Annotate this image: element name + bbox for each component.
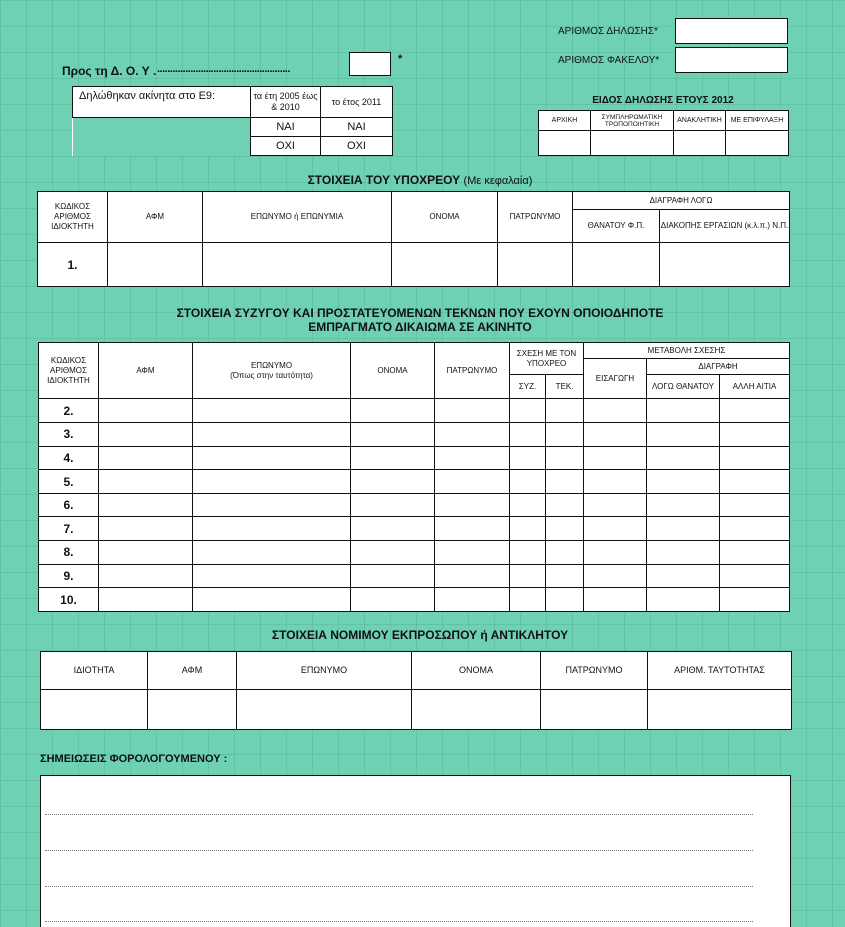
notes-line xyxy=(45,850,753,851)
e9-table xyxy=(72,86,393,156)
spouse-father-field[interactable] xyxy=(435,517,510,541)
file-number-label: ΑΡΙΘΜΟΣ ΦΑΚΕΛΟΥ* xyxy=(558,55,660,66)
spouse-header-rel-child: ΤΕΚ. xyxy=(546,375,584,399)
spouse-surname-field[interactable] xyxy=(193,446,351,470)
rep-surname-field[interactable] xyxy=(237,690,412,730)
spouse-rel-child-field[interactable] xyxy=(546,399,584,423)
obligor-header-surname: ΕΠΩΝΥΜΟ ή ΕΠΩΝΥΜΙΑ xyxy=(203,192,392,243)
spouse-row-number: 8. xyxy=(39,541,99,565)
spouse-surname-field[interactable] xyxy=(193,422,351,446)
spouse-rel-spouse-field[interactable] xyxy=(510,493,546,517)
spouse-row xyxy=(39,517,790,541)
e9-yes-2011[interactable]: ΝΑΙ xyxy=(321,118,393,137)
spouse-name-field[interactable] xyxy=(351,564,435,588)
e9-spacer xyxy=(73,118,251,156)
doy-code-field[interactable] xyxy=(349,52,391,76)
spouse-rel-spouse-field[interactable] xyxy=(510,470,546,494)
spouse-surname-field[interactable] xyxy=(193,493,351,517)
rep-header-capacity: ΙΔΙΟΤΗΤΑ xyxy=(41,652,148,690)
spouse-rel-spouse-field[interactable] xyxy=(510,541,546,565)
type-supplementary-checkbox[interactable] xyxy=(591,131,674,156)
spouse-row-number: 5. xyxy=(39,470,99,494)
spouse-afm-field[interactable] xyxy=(99,422,193,446)
spouse-row-number: 10. xyxy=(39,588,99,612)
spouse-death-field[interactable] xyxy=(647,588,720,612)
spouse-insert-field[interactable] xyxy=(584,399,647,423)
obligor-afm-field[interactable] xyxy=(108,243,203,287)
spouse-header-code: ΚΩΔΙΚΟΣ ΑΡΙΘΜΟΣ ΙΔΙΟΚΤΗΤΗ xyxy=(39,343,99,399)
spouse-row-number: 7. xyxy=(39,517,99,541)
spouse-father-field[interactable] xyxy=(435,493,510,517)
obligor-header-cessation: ΔΙΑΚΟΠΗΣ ΕΡΓΑΣΙΩΝ (κ.λ.π.) Ν.Π. xyxy=(660,210,790,243)
rep-header-name: ΟΝΟΜΑ xyxy=(412,652,541,690)
spouse-name-field[interactable] xyxy=(351,422,435,446)
spouse-insert-field[interactable] xyxy=(584,588,647,612)
spouse-row-number: 6. xyxy=(39,493,99,517)
spouse-row xyxy=(39,588,790,612)
spouse-name-field[interactable] xyxy=(351,399,435,423)
spouse-father-field[interactable] xyxy=(435,422,510,446)
doy-asterisk: * xyxy=(398,53,403,65)
spouse-header-death: ΛΟΓΩ ΘΑΝΑΤΟΥ xyxy=(647,375,720,399)
spouse-insert-field[interactable] xyxy=(584,564,647,588)
spouse-header-insert: ΕΙΣΑΓΩΓΗ xyxy=(584,359,647,399)
spouse-father-field[interactable] xyxy=(435,564,510,588)
spouse-rel-child-field[interactable] xyxy=(546,493,584,517)
spouse-afm-field[interactable] xyxy=(99,493,193,517)
type-initial-checkbox[interactable] xyxy=(539,131,591,156)
spouse-other-field[interactable] xyxy=(720,564,790,588)
spouse-afm-field[interactable] xyxy=(99,541,193,565)
obligor-title xyxy=(200,173,640,187)
rep-capacity-field[interactable] xyxy=(41,690,148,730)
spouse-row xyxy=(39,470,790,494)
e9-yes-2005-2010[interactable]: ΝΑΙ xyxy=(251,118,321,137)
notes-label: ΣΗΜΕΙΩΣΕΙΣ ΦΟΡΟΛΟΓΟΥΜΕΝΟΥ : xyxy=(40,753,228,765)
obligor-header-deletion: ΔΙΑΓΡΑΦΗ ΛΟΓΩ xyxy=(573,192,790,210)
spouse-insert-field[interactable] xyxy=(584,493,647,517)
declaration-type-title: ΕΙΔΟΣ ΔΗΛΩΣΗΣ ΕΤΟΥΣ 2012 xyxy=(592,95,734,106)
spouse-header-change: ΜΕΤΑΒΟΛΗ ΣΧΕΣΗΣ xyxy=(584,343,790,359)
spouse-title-line2: ΕΜΠΡΑΓΜΑΤΟ ΔΙΚΑΙΩΜΑ ΣΕ ΑΚΙΝΗΤΟ xyxy=(308,320,532,334)
spouse-other-field[interactable] xyxy=(720,422,790,446)
spouse-row xyxy=(39,541,790,565)
rep-afm-field[interactable] xyxy=(148,690,237,730)
spouse-title xyxy=(110,306,730,334)
file-number-field[interactable] xyxy=(675,47,788,73)
spouse-header-relation: ΣΧΕΣΗ ΜΕ ΤΟΝ ΥΠΟΧΡΕΟ xyxy=(510,343,584,375)
spouse-death-field[interactable] xyxy=(647,564,720,588)
e9-label: Δηλώθηκαν ακίνητα στο Ε9: xyxy=(73,87,251,118)
spouse-name-field[interactable] xyxy=(351,493,435,517)
spouse-death-field[interactable] xyxy=(647,446,720,470)
spouse-insert-field[interactable] xyxy=(584,446,647,470)
spouse-rel-spouse-field[interactable] xyxy=(510,422,546,446)
spouse-row xyxy=(39,422,790,446)
rep-header-surname: ΕΠΩΝΥΜΟ xyxy=(237,652,412,690)
spouse-header-name: ΟΝΟΜΑ xyxy=(351,343,435,399)
spouse-death-field[interactable] xyxy=(647,493,720,517)
obligor-row-number: 1. xyxy=(38,243,108,287)
rep-header-father: ΠΑΤΡΩΝΥΜΟ xyxy=(541,652,648,690)
spouse-surname-field[interactable] xyxy=(193,541,351,565)
rep-father-field[interactable] xyxy=(541,690,648,730)
e9-no-2011[interactable]: ΟΧΙ xyxy=(321,137,393,156)
declaration-number-label: ΑΡΙΘΜΟΣ ΔΗΛΩΣΗΣ* xyxy=(558,26,658,37)
spouse-father-field[interactable] xyxy=(435,446,510,470)
obligor-name-field[interactable] xyxy=(392,243,498,287)
spouse-header-father: ΠΑΤΡΩΝΥΜΟ xyxy=(435,343,510,399)
spouse-name-field[interactable] xyxy=(351,517,435,541)
spouse-surname-field[interactable] xyxy=(193,470,351,494)
spouse-header-deletion: ΔΙΑΓΡΑΦΗ xyxy=(647,359,790,375)
spouse-header-surname-text: ΕΠΩΝΥΜΟ xyxy=(250,360,293,370)
spouse-row-number: 9. xyxy=(39,564,99,588)
obligor-header-afm: ΑΦΜ xyxy=(108,192,203,243)
spouse-afm-field[interactable] xyxy=(99,446,193,470)
type-supplementary: ΣΥΜΠΛΗΡΩΜΑΤΙΚΗ ΤΡΟΠΟΠΟΙΗΤΙΚΗ xyxy=(591,111,674,131)
rep-header-afm: ΑΦΜ xyxy=(148,652,237,690)
type-reservation-checkbox[interactable] xyxy=(726,131,789,156)
spouse-afm-field[interactable] xyxy=(99,517,193,541)
spouse-other-field[interactable] xyxy=(720,446,790,470)
obligor-death-field[interactable] xyxy=(573,243,660,287)
spouse-death-field[interactable] xyxy=(647,517,720,541)
to-doy-dots: .................................................... xyxy=(157,63,290,75)
spouse-other-field[interactable] xyxy=(720,470,790,494)
spouse-header-surname xyxy=(193,343,351,399)
spouse-row-number: 3. xyxy=(39,422,99,446)
declaration-type-table xyxy=(538,110,789,156)
spouse-other-field[interactable] xyxy=(720,493,790,517)
spouse-rel-spouse-field[interactable] xyxy=(510,399,546,423)
obligor-header-code: ΚΩΔΙΚΟΣ ΑΡΙΘΜΟΣ ΙΔΙΟΚΤΗΤΗ xyxy=(38,192,108,243)
spouse-rel-child-field[interactable] xyxy=(546,446,584,470)
spouse-name-field[interactable] xyxy=(351,446,435,470)
spouse-rel-child-field[interactable] xyxy=(546,564,584,588)
obligor-header-name: ΟΝΟΜΑ xyxy=(392,192,498,243)
notes-line xyxy=(45,886,753,887)
obligor-header-father: ΠΑΤΡΩΝΥΜΟ xyxy=(498,192,573,243)
type-revocation-checkbox[interactable] xyxy=(674,131,726,156)
spouse-row-number: 2. xyxy=(39,399,99,423)
spouse-rel-spouse-field[interactable] xyxy=(510,446,546,470)
spouse-afm-field[interactable] xyxy=(99,470,193,494)
obligor-cessation-field[interactable] xyxy=(660,243,790,287)
obligor-title-main: ΣΤΟΙΧΕΙΑ ΤΟΥ ΥΠΟΧΡΕΟΥ xyxy=(307,173,461,187)
spouse-afm-field[interactable] xyxy=(99,588,193,612)
spouse-father-field[interactable] xyxy=(435,470,510,494)
obligor-father-field[interactable] xyxy=(498,243,573,287)
obligor-surname-field[interactable] xyxy=(203,243,392,287)
spouse-rel-child-field[interactable] xyxy=(546,470,584,494)
spouse-father-field[interactable] xyxy=(435,541,510,565)
notes-line xyxy=(45,814,753,815)
representative-table xyxy=(40,651,792,730)
rep-name-field[interactable] xyxy=(412,690,541,730)
obligor-title-note: (Με κεφαλαία) xyxy=(463,175,533,187)
spouse-rel-spouse-field[interactable] xyxy=(510,517,546,541)
spouse-row xyxy=(39,446,790,470)
to-doy-label: Προς τη Δ. Ο. Υ . xyxy=(62,64,157,78)
spouse-afm-field[interactable] xyxy=(99,399,193,423)
spouse-header-rel-spouse: ΣΥΖ. xyxy=(510,375,546,399)
spouse-insert-field[interactable] xyxy=(584,541,647,565)
spouse-other-field[interactable] xyxy=(720,517,790,541)
spouse-death-field[interactable] xyxy=(647,541,720,565)
spouse-header-surname-note: (Όπως στην ταυτότητα) xyxy=(230,370,313,380)
spouse-other-field[interactable] xyxy=(720,541,790,565)
spouse-row xyxy=(39,399,790,423)
type-revocation: ΑΝΑΚΛΗΤΙΚΗ xyxy=(674,111,726,131)
e9-col-2011: το έτος 2011 xyxy=(321,87,393,118)
obligor-header-death: ΘΑΝΑΤΟΥ Φ.Π. xyxy=(573,210,660,243)
spouse-father-field[interactable] xyxy=(435,588,510,612)
spouse-header-other: ΑΛΛΗ ΑΙΤΙΑ xyxy=(720,375,790,399)
spouse-header-afm: ΑΦΜ xyxy=(99,343,193,399)
e9-no-2005-2010[interactable]: ΟΧΙ xyxy=(251,137,321,156)
spouse-rel-spouse-field[interactable] xyxy=(510,588,546,612)
spouse-rel-child-field[interactable] xyxy=(546,588,584,612)
spouse-name-field[interactable] xyxy=(351,588,435,612)
spouse-death-field[interactable] xyxy=(647,470,720,494)
spouse-row xyxy=(39,564,790,588)
spouse-insert-field[interactable] xyxy=(584,422,647,446)
obligor-table xyxy=(37,191,790,287)
spouse-rel-child-field[interactable] xyxy=(546,541,584,565)
spouse-afm-field[interactable] xyxy=(99,564,193,588)
spouse-insert-field[interactable] xyxy=(584,517,647,541)
spouse-rows xyxy=(39,399,790,612)
spouse-surname-field[interactable] xyxy=(193,588,351,612)
notes-line xyxy=(45,921,753,922)
spouse-table xyxy=(38,342,790,612)
spouse-name-field[interactable] xyxy=(351,470,435,494)
rep-header-id-number: ΑΡΙΘΜ. ΤΑΥΤΟΤΗΤΑΣ xyxy=(648,652,792,690)
rep-id-number-field[interactable] xyxy=(648,690,792,730)
spouse-row xyxy=(39,493,790,517)
type-reservation: ΜΕ ΕΠΙΦΥΛΑΞΗ xyxy=(726,111,789,131)
spouse-surname-field[interactable] xyxy=(193,564,351,588)
spouse-death-field[interactable] xyxy=(647,399,720,423)
spouse-surname-field[interactable] xyxy=(193,517,351,541)
declaration-number-field[interactable] xyxy=(675,18,788,44)
spouse-other-field[interactable] xyxy=(720,399,790,423)
spouse-surname-field[interactable] xyxy=(193,399,351,423)
spouse-rel-child-field[interactable] xyxy=(546,422,584,446)
notes-field[interactable] xyxy=(40,775,791,927)
spouse-title-line1: ΣΤΟΙΧΕΙΑ ΣΥΖΥΓΟΥ ΚΑΙ ΠΡΟΣΤΑΤΕΥΟΜΕΝΩΝ ΤΕΚΝΩΝ ΠΟΥ ΕΧΟΥΝ ΟΠΟΙΟΔΗΠΟΤΕ xyxy=(176,306,664,320)
spouse-other-field[interactable] xyxy=(720,588,790,612)
spouse-death-field[interactable] xyxy=(647,422,720,446)
spouse-name-field[interactable] xyxy=(351,541,435,565)
type-initial: ΑΡΧΙΚΗ xyxy=(539,111,591,131)
spouse-rel-child-field[interactable] xyxy=(546,517,584,541)
spouse-insert-field[interactable] xyxy=(584,470,647,494)
spouse-row-number: 4. xyxy=(39,446,99,470)
spouse-father-field[interactable] xyxy=(435,399,510,423)
representative-title: ΣΤΟΙΧΕΙΑ ΝΟΜΙΜΟΥ ΕΚΠΡΟΣΩΠΟΥ ή ΑΝΤΙΚΛΗΤΟΥ xyxy=(271,628,569,642)
e9-col-2005-2010: τα έτη 2005 έως & 2010 xyxy=(251,87,321,118)
spouse-rel-spouse-field[interactable] xyxy=(510,564,546,588)
